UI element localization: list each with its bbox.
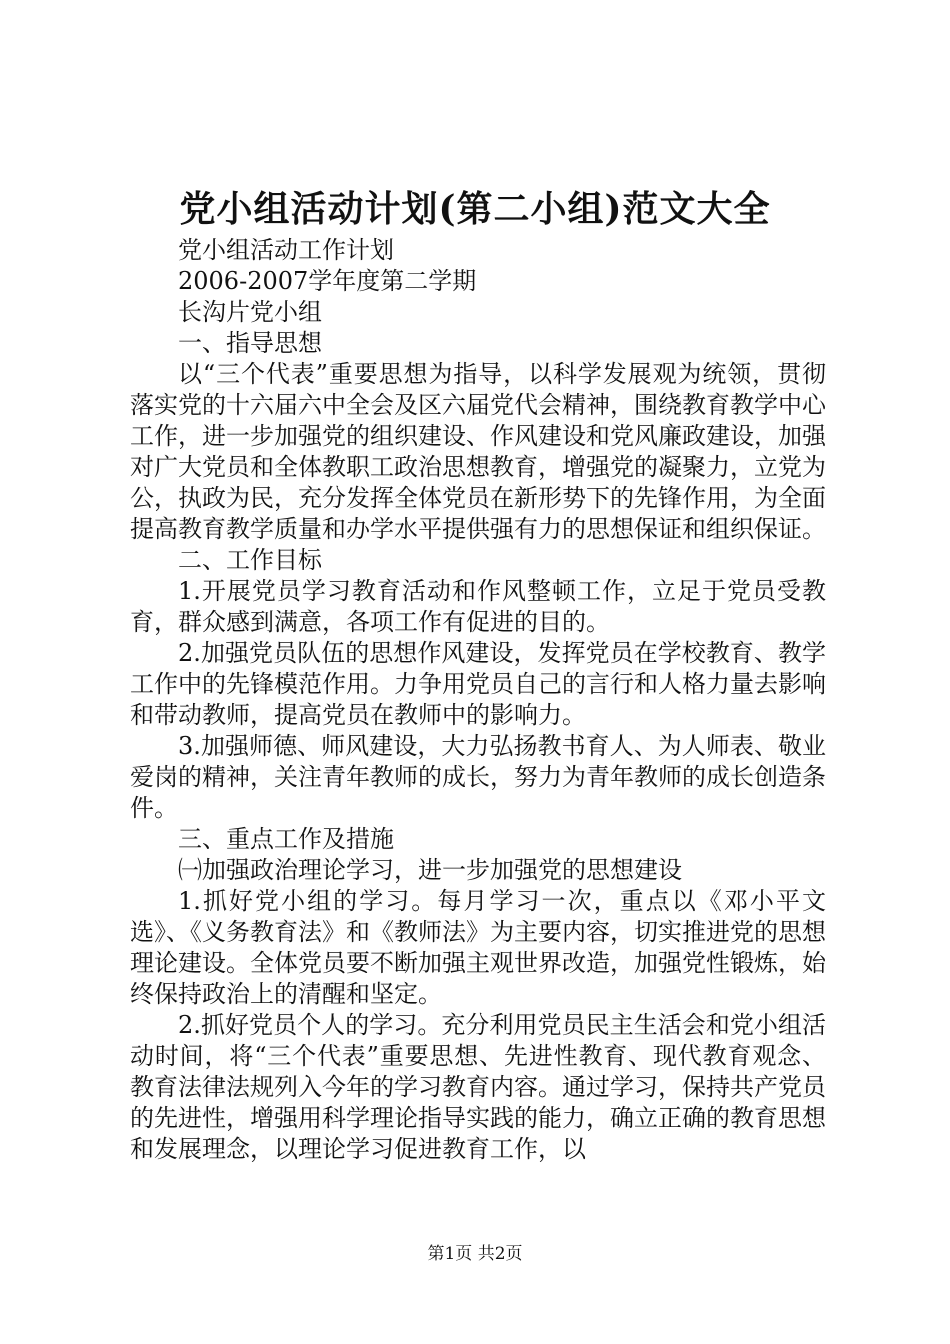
paragraph: 2.抓好党员个人的学习。充分利用党员民主生活会和党小组活动时间，将“三个代表”重要思想、先进性教育、现代教育观念、教育法律法规列入今年的学习教育内容。通过学习，保持共产党员的先进性，增强用科学理论指导实践的能力，确立正确的教育思想和发展理念，以理论学习促进教育工作，以 <box>130 1011 826 1163</box>
document-body <box>130 235 826 1165</box>
paragraph: 党小组活动工作计划 <box>178 236 394 264</box>
section-heading: 三、重点工作及措施 <box>178 825 394 853</box>
section-heading: 一、指导思想 <box>178 329 322 357</box>
paragraph: 长沟片党小组 <box>178 298 322 326</box>
paragraph: 2006-2007学年度第二学期 <box>178 267 477 295</box>
paragraph: 1.抓好党小组的学习。每月学习一次，重点以《邓小平文选》、《义务教育法》和《教师法》为主要内容，切实推进党的思想理论建设。全体党员要不断加强主观世界改造，加强党性锻炼，始终保持政治上的清醒和坚定。 <box>130 887 826 1008</box>
section-heading: 二、工作目标 <box>178 546 322 574</box>
page-footer: 第1页 共2页 <box>427 1244 523 1264</box>
paragraph: 3.加强师德、师风建设，大力弘扬教书育人、为人师表、敬业爱岗的精神，关注青年教师的成长，努力为青年教师的成长创造条件。 <box>130 732 826 822</box>
subsection-heading: ㈠加强政治理论学习，进一步加强党的思想建设 <box>178 856 682 884</box>
paragraph: 1.开展党员学习教育活动和作风整顿工作，立足于党员受教育，群众感到满意，各项工作有促进的目的。 <box>130 577 826 636</box>
paragraph: 以“三个代表”重要思想为指导，以科学发展观为统领，贯彻落实党的十六届六中全会及区六届党代会精神，围绕教育教学中心工作，进一步加强党的组织建设、作风建设和党风廉政建设，加强对广大党员和全体教职工政治思想教育，增强党的凝聚力，立党为公，执政为民，充分发挥全体党员在新形势下的先锋作用，为全面提高教育教学质量和办学水平提供强有力的思想保证和组织保证。 <box>130 360 826 543</box>
paragraph: 2.加强党员队伍的思想作风建设，发挥党员在学校教育、教学工作中的先锋模范作用。力争用党员自己的言行和人格力量去影响和带动教师，提高党员在教师中的影响力。 <box>130 639 826 729</box>
document-title: 党小组活动计划(第二小组)范文大全 <box>179 188 771 230</box>
